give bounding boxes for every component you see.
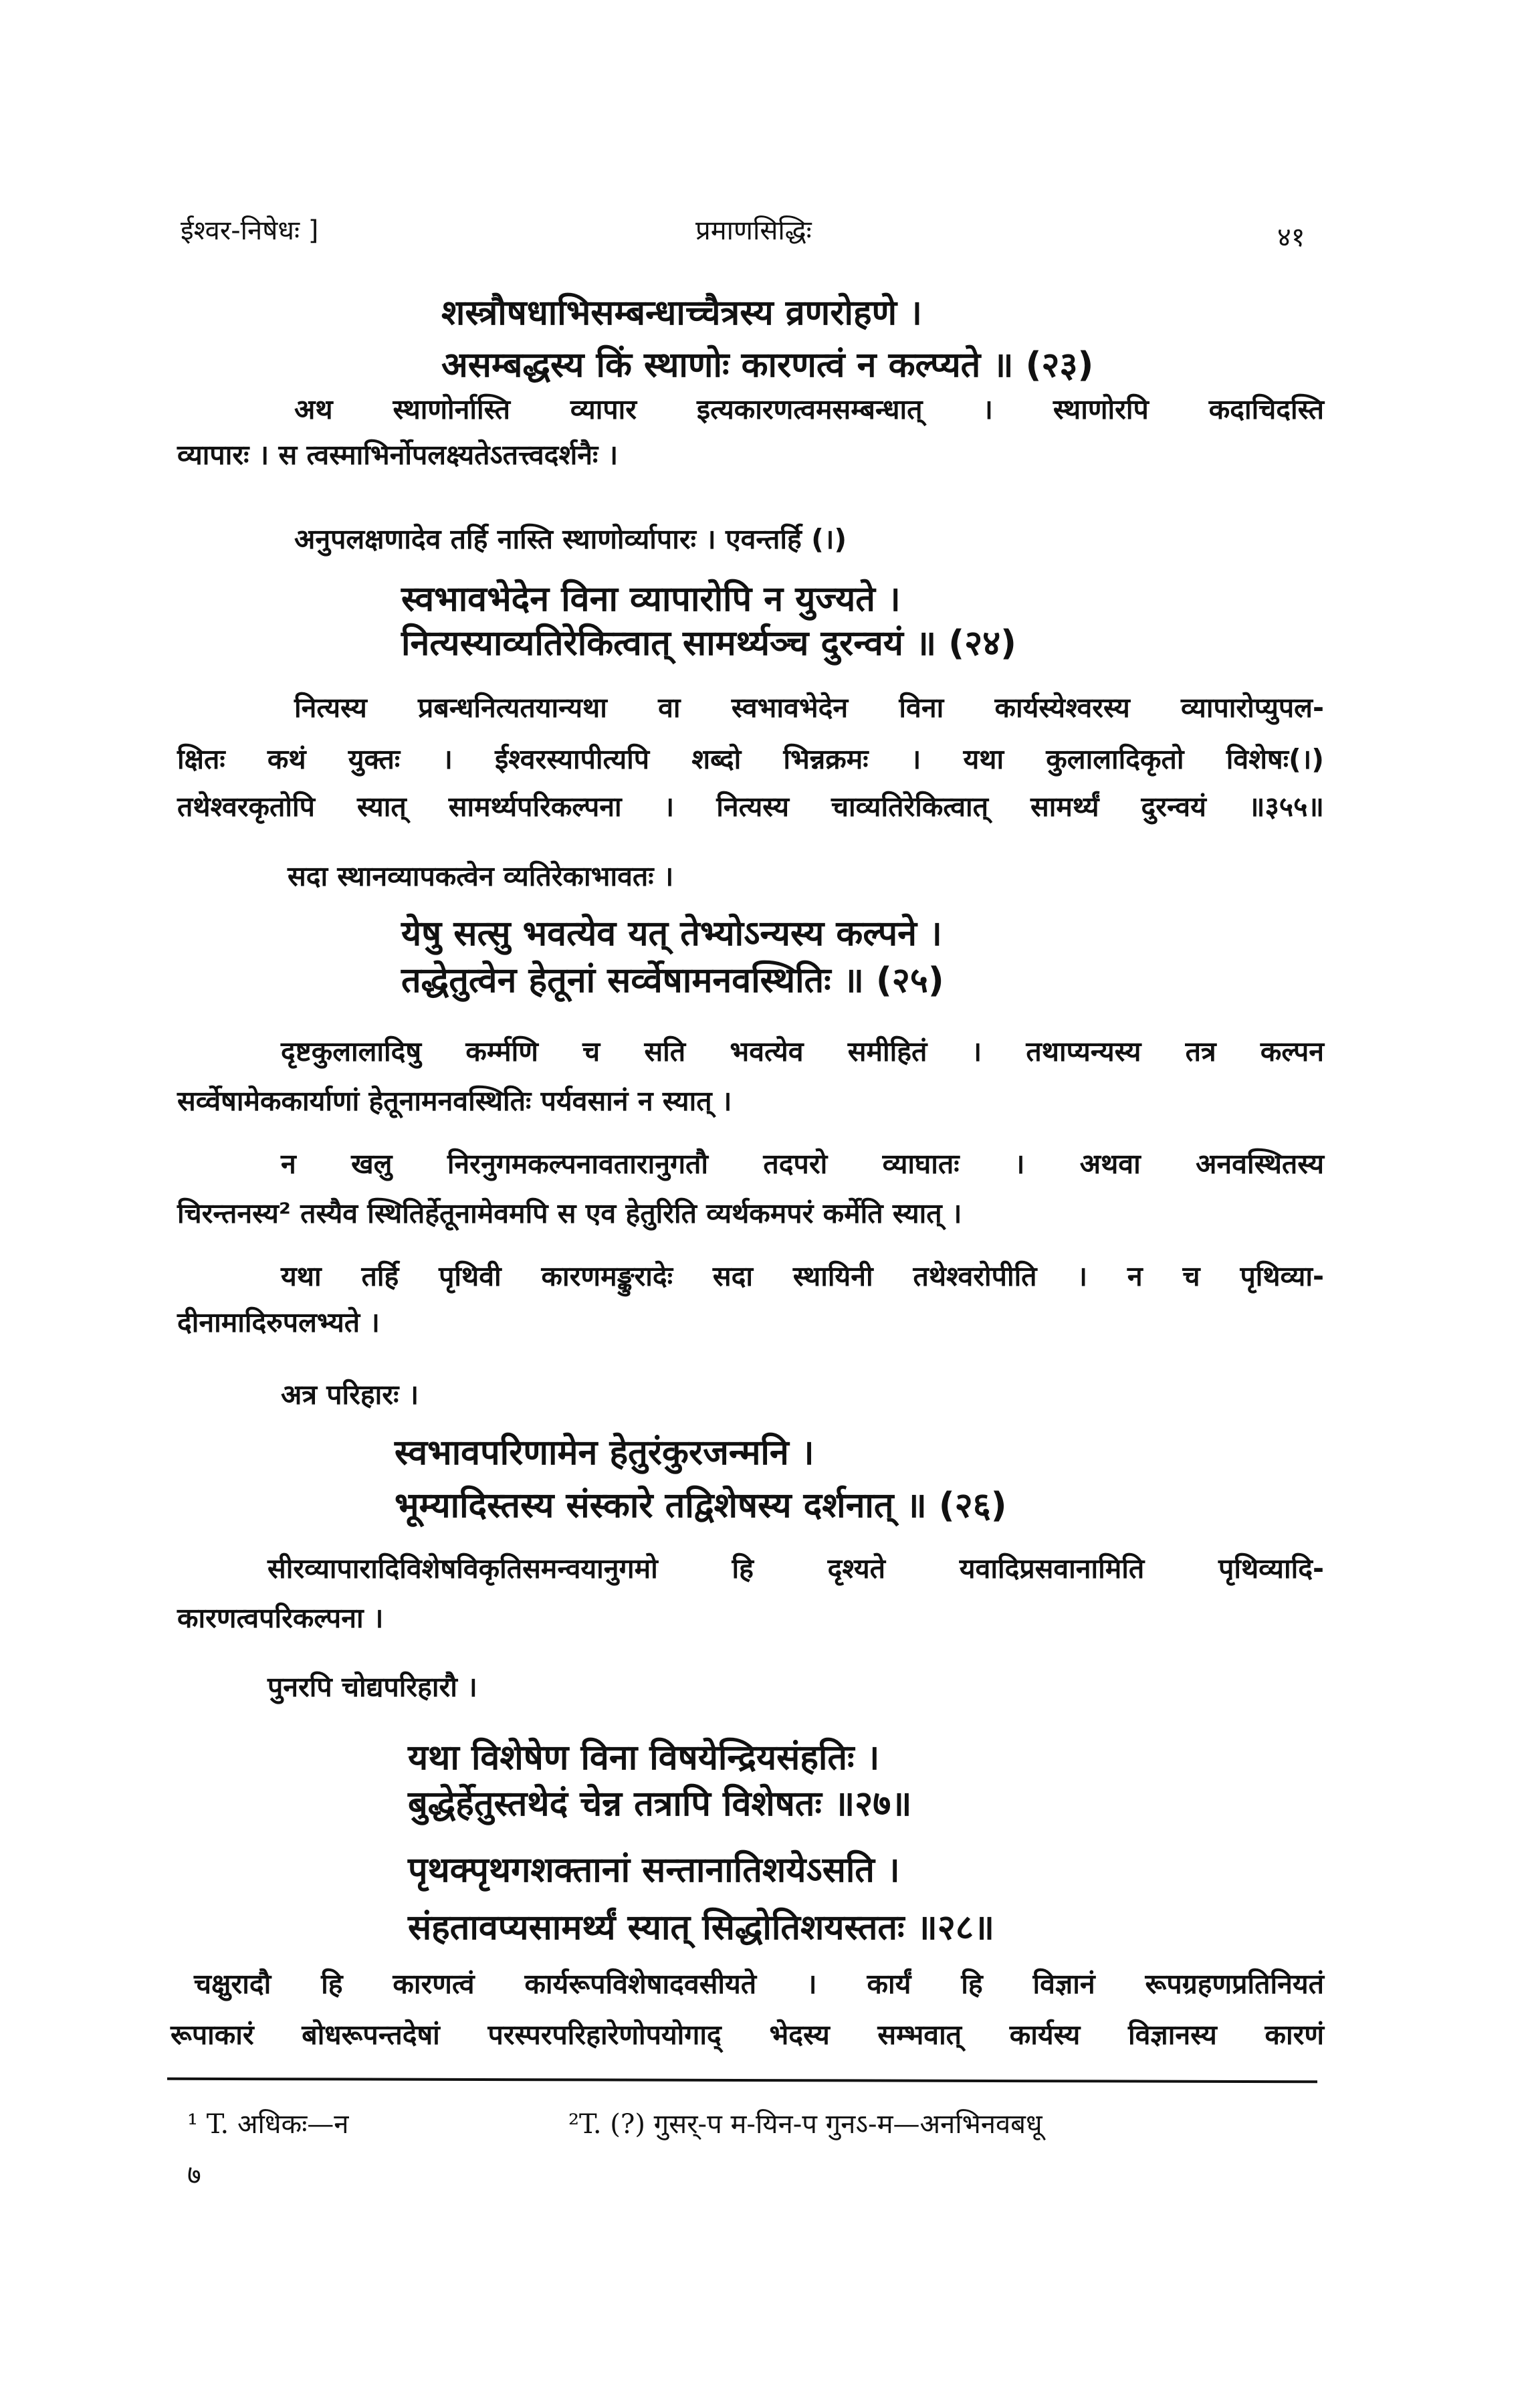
footnote-rule xyxy=(167,2078,1317,2084)
prose-line: सदा स्थानव्यापकत्वेन व्यतिरेकाभावतः । xyxy=(288,860,674,892)
signature-mark: ७ xyxy=(187,2160,201,2191)
prose-line: चक्षुरादौ हि कारणत्वं कार्यरूपविशेषादवसीयते । कार्यं हि विज्ञानं रूपग्रहणप्रतिनियतं xyxy=(194,1968,1324,2000)
prose-line: सीरव्यापारादिविशेषविकृतिसमन्वयानुगमो हि दृश्यते यवादिप्रसवानामिति पृथिव्यादि- xyxy=(267,1552,1324,1585)
verse-28-line-2: संहतावप्यसामर्थ्यं स्यात् सिद्धोतिशयस्ततः ॥२८॥ xyxy=(408,1908,995,1948)
prose-line: व्यापारः । स त्वस्माभिर्नोपलक्ष्यतेऽतत्त्वदर्शनैः । xyxy=(177,439,619,471)
footnote-2-wrap xyxy=(568,2111,1042,2138)
prose-line: अनुपलक्षणादेव तर्हि नास्ति स्थाणोर्व्यापारः । एवन्तर्हि (।) xyxy=(294,523,847,555)
prose-line: तथेश्वरकृतोपि स्यात् सामर्थ्यपरिकल्पना । नित्यस्य चाव्यतिरेकित्वात् सामर्थ्यं दुरन्वयं ॥३५५॥ xyxy=(177,791,1324,823)
verse-23-line-2: असम्बद्धस्य किं स्थाणोः कारणत्वं न कल्प्यते ॥ (२३) xyxy=(441,345,1094,385)
header-title: प्रमाणसिद्धिः xyxy=(695,215,812,246)
footnote-2: ²T. (?) गुसर्-प म-यिन-प गुनऽ-म—अनभिनवबधू xyxy=(568,2109,1042,2140)
prose-line: न खलु निरनुगमकल्पनावतारानुगतौ तदपरो व्याघातः । अथवा अनवस्थितस्य xyxy=(281,1148,1324,1180)
verse-27-line-2: बुद्धेर्हेतुस्तथेदं चेन्न तत्रापि विशेषतः ॥२७॥ xyxy=(408,1784,912,1824)
prose-line: दीनामादिरुपलभ्यते । xyxy=(177,1306,380,1338)
prose-line: रूपाकारं बोधरूपन्तदेषां परस्परपरिहारेणोपयोगाद् भेदस्य सम्भवात् कार्यस्य विज्ञानस्य कारणं xyxy=(171,2019,1324,2051)
prose-line: क्षितः कथं युक्तः । ईश्वरस्यापीत्यपि शब्दो भिन्नक्रमः । यथा कुलालादिकृतो विशेषः(।) xyxy=(177,743,1324,775)
verse-24-line-1: स्वभावभेदेन विना व्यापारोपि न युज्यते । xyxy=(401,579,901,619)
prose-line: पुनरपि चोद्यपरिहारौ । xyxy=(267,1671,477,1703)
prose-line: सर्व्वेषामेककार्याणां हेतूनामनवस्थितिः पर्यवसानं न स्यात् । xyxy=(177,1085,732,1117)
verse-23-line-1: शस्त्रौषधाभिसम्बन्धाच्चैत्रस्य व्रणरोहणे । xyxy=(441,293,922,333)
header-section: ईश्वर-निषेधः ] xyxy=(181,215,319,246)
prose-line: अथ स्थाणोर्नास्ति व्यापार इत्यकारणत्वमसम्बन्धात् । स्थाणोरपि कदाचिदस्ति xyxy=(294,393,1324,425)
verse-26-line-2: भूम्यादिस्तस्य संस्कारे तद्विशेषस्य दर्शनात् ॥ (२६) xyxy=(395,1486,1007,1526)
page-number: ४१ xyxy=(1277,222,1305,253)
prose-line: अत्र परिहारः । xyxy=(281,1379,419,1411)
verse-24-line-2: नित्यस्याव्यतिरेकित्वात् सामर्थ्यञ्च दुरन्वयं ॥ (२४) xyxy=(401,623,1016,664)
prose-line: दृष्टकुलालादिषु कर्म्मणि च सति भवत्येव समीहितं । तथाप्यन्यस्य तत्र कल्पन xyxy=(281,1035,1324,1068)
verse-25-line-1: येषु सत्सु भवत्येव यत् तेभ्योऽन्यस्य कल्पने । xyxy=(401,914,942,954)
verse-25-line-2: तद्धेतुत्वेन हेतूनां सर्व्वेषामनवस्थितिः ॥ (२५) xyxy=(401,961,944,1001)
verse-28-line-1: पृथक्पृथगशक्तानां सन्तानातिशयेऽसति । xyxy=(408,1850,900,1890)
verse-26-line-1: स्वभावपरिणामेन हेतुरंकुरजन्मनि । xyxy=(395,1433,814,1473)
prose-line: यथा तर्हि पृथिवी कारणमङ्कुरादेः सदा स्थायिनी तथेश्वरोपीति । न च पृथिव्या- xyxy=(281,1260,1324,1292)
footnote-1: ¹ T. अधिकः—न xyxy=(187,2109,349,2140)
prose-line: कारणत्वपरिकल्पना । xyxy=(177,1602,384,1634)
prose-line: चिरन्तनस्य² तस्यैव स्थितिर्हेतूनामेवमपि स एव हेतुरिति व्यर्थकमपरं कर्मेति स्यात् । xyxy=(177,1197,962,1229)
prose-line: नित्यस्य प्रबन्धनित्यतयान्यथा वा स्वभावभेदेन विना कार्यस्येश्वरस्य व्यापारोप्युपल- xyxy=(294,692,1324,724)
verse-27-line-1: यथा विशेषेण विना विषयेन्द्रियसंहतिः । xyxy=(408,1738,880,1778)
